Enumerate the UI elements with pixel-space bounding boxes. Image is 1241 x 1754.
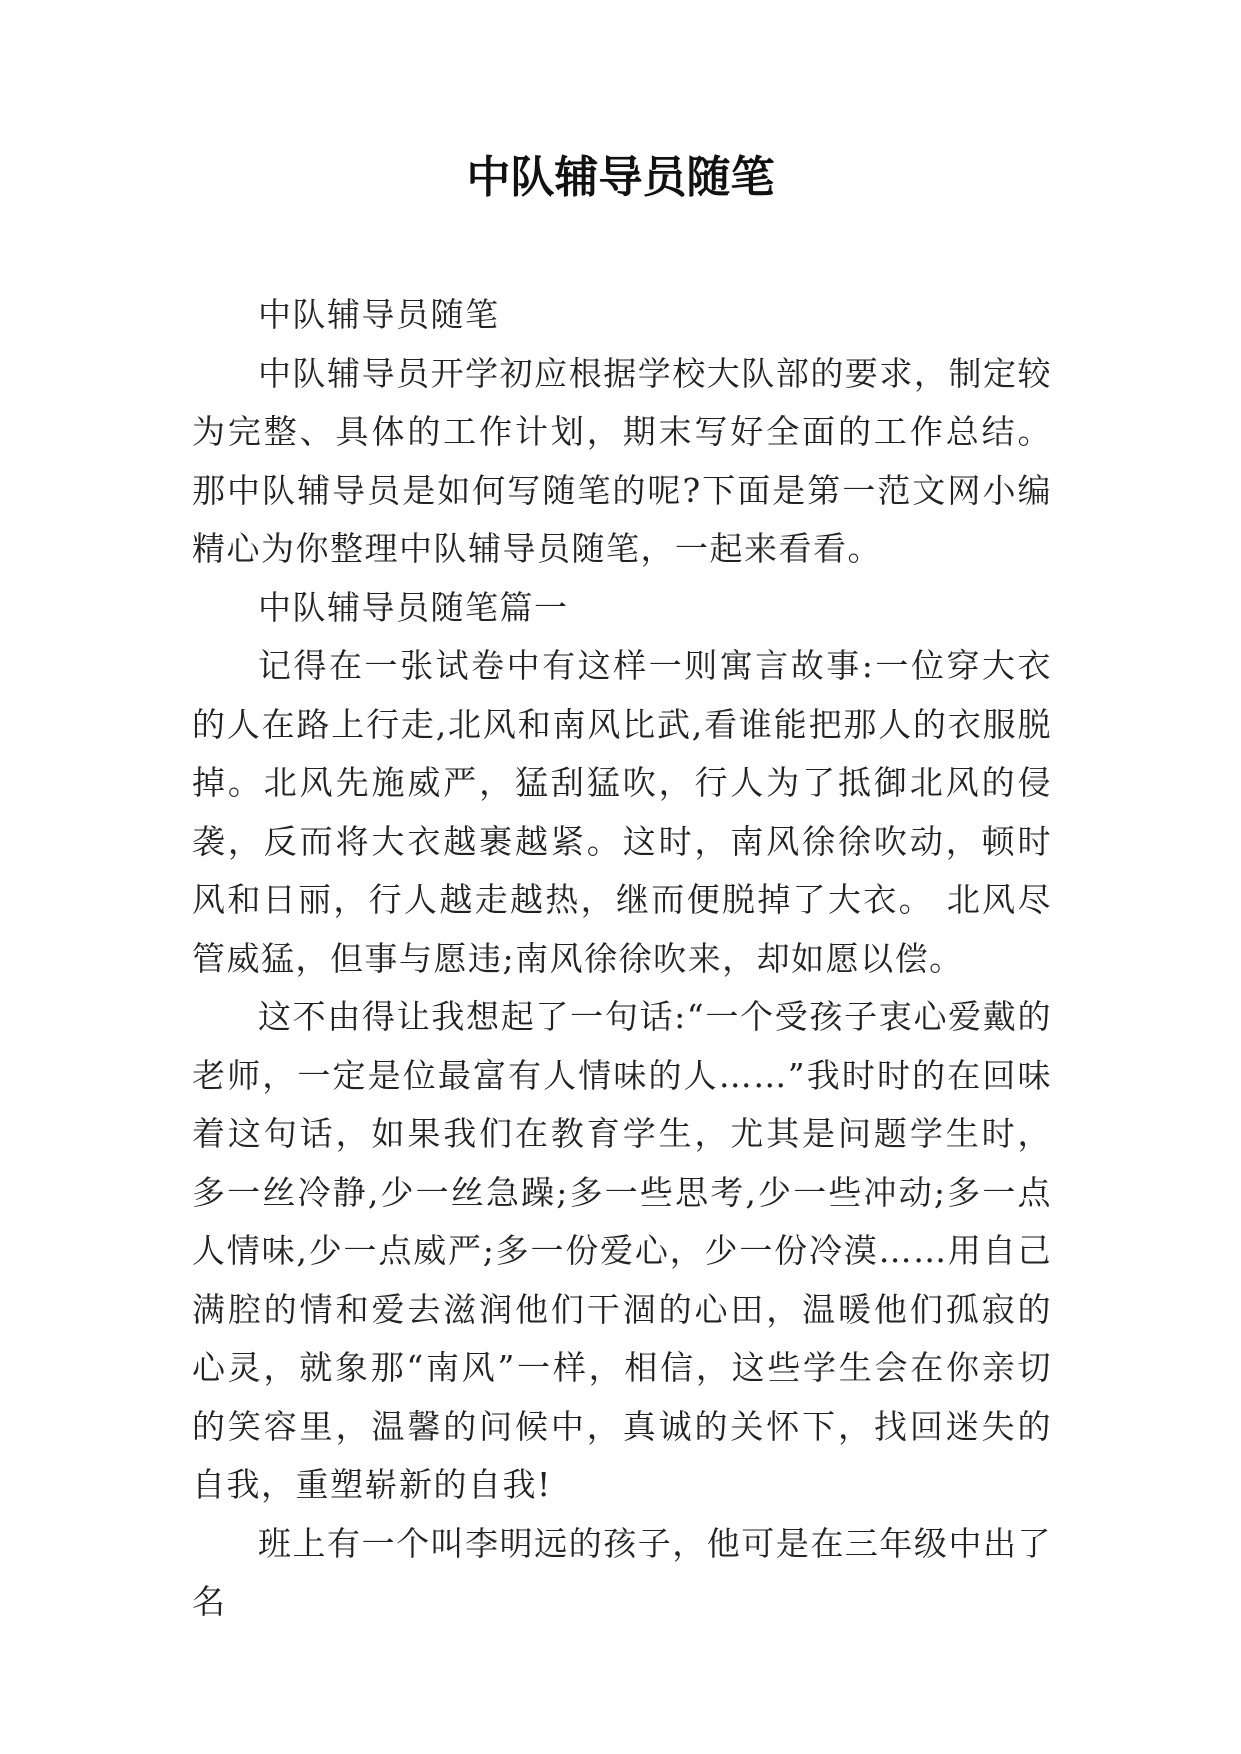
paragraph: 中队辅导员开学初应根据学校大队部的要求，制定较为完整、具体的工作计划，期末写好全面的工作总结。那中队辅导员是如何写随笔的呢?下面是第一范文网小编精心为你整理中队辅导员随笔，一起来看看。	[192, 353, 1052, 568]
paragraph: 记得在一张试卷中有这样一则寓言故事:一位穿大衣的人在路上行走,北风和南风比武,看谁能把那人的衣服脱掉。北风先施威严，猛刮猛吹，行人为了抵御北风的侵袭，反而将大衣越裹越紧。这时，南风徐徐吹动，顿时风和日丽，行人越走越热，继而便脱掉了大衣。 北风尽管威猛，但事与愿违;南风徐徐吹来，却如愿以偿。	[192, 646, 1052, 978]
paragraph: 中队辅导员随笔篇一	[258, 587, 569, 627]
document-body	[192, 286, 1052, 1632]
paragraph: 这不由得让我想起了一句话:“一个受孩子衷心爱戴的老师，一定是位最富有人情味的人……”我时时的在回味着这句话，如果我们在教育学生，尤其是问题学生时，多一丝冷静,少一丝急躁;多一些思考,少一些冲动;多一点人情味,少一点威严;多一份爱心，少一份冷漠……用自己满腔的情和爱去滋润他们干涸的心田，温暖他们孤寂的心灵，就象那“南风”一样，相信，这些学生会在你亲切的笑容里，温馨的问候中，真诚的关怀下，找回迷失的自我，重塑崭新的自我!	[192, 997, 1052, 1504]
paragraph: 班上有一个叫李明远的孩子，他可是在三年级中出了名	[192, 1523, 1052, 1621]
paragraph: 中队辅导员随笔	[258, 295, 500, 334]
document-title: 中队辅导员随笔	[466, 152, 775, 203]
